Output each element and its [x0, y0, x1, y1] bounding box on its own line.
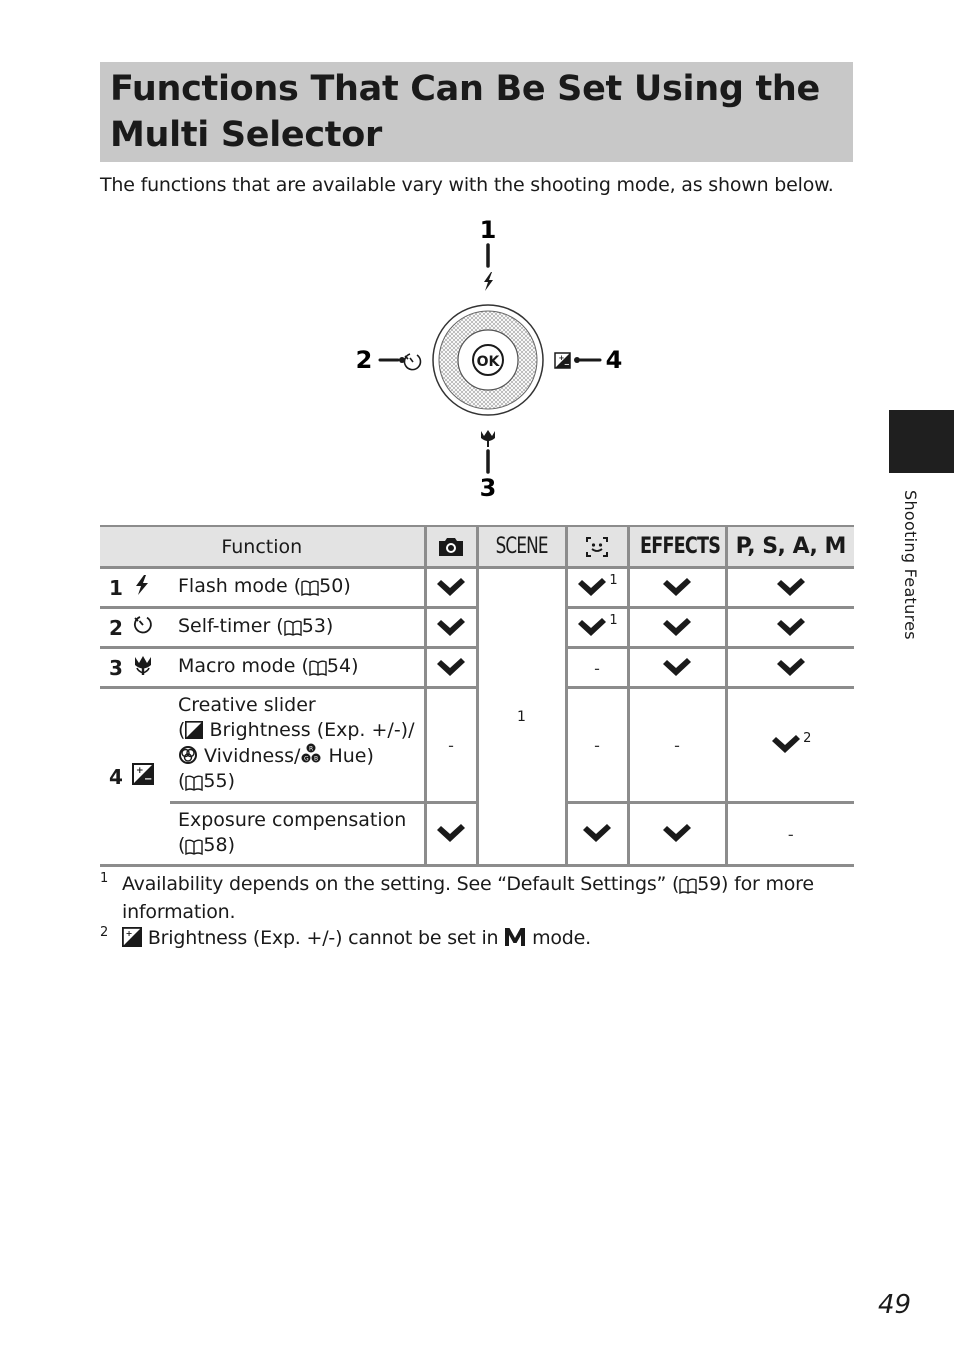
cell-smart-portrait [566, 803, 628, 866]
self-timer-icon [404, 354, 420, 370]
row-number: 1 [100, 568, 132, 608]
cell-psam [726, 568, 854, 608]
cell-smart-portrait: 1 [566, 608, 628, 648]
book-ref-icon [185, 772, 203, 797]
check-icon [775, 616, 807, 640]
multi-selector-diagram [340, 210, 640, 510]
svg-text:G: G [304, 755, 310, 763]
table-row [100, 648, 854, 688]
exposure-compensation-icon [132, 763, 154, 785]
vividness-icon [178, 745, 198, 765]
check-icon [775, 576, 807, 600]
svg-text:+: + [136, 766, 144, 776]
svg-text:R: R [309, 745, 314, 753]
macro-tulip-icon [132, 654, 154, 676]
check-icon [576, 616, 608, 640]
check-icon [661, 822, 693, 846]
svg-text:−: − [144, 774, 153, 785]
cell-smart-portrait: 1 [566, 568, 628, 608]
cell-scene-merged: 1 [477, 568, 566, 866]
ok-label: OK [476, 354, 500, 370]
check-icon [435, 656, 467, 680]
check-icon [435, 576, 467, 600]
cell-effects [628, 608, 726, 648]
check-icon [661, 656, 693, 680]
row-number: 3 [100, 648, 132, 688]
flash-icon [484, 272, 493, 291]
cell-effects [628, 803, 726, 866]
flash-icon [132, 574, 152, 596]
check-icon [435, 822, 467, 846]
row-label: Flash mode ( 50) [170, 568, 425, 608]
callout-2: 2 [355, 346, 373, 374]
row-icon [132, 648, 170, 688]
check-icon [581, 822, 613, 846]
table-row [100, 688, 854, 803]
book-ref-icon [309, 657, 327, 682]
cell-effects [628, 568, 726, 608]
svg-text:−: − [564, 360, 570, 369]
exposure-compensation-icon [185, 721, 203, 739]
row-number: 4 [100, 688, 132, 866]
macro-tulip-icon [481, 430, 495, 447]
book-ref-icon [284, 617, 302, 642]
page-number: 49 [878, 1290, 912, 1320]
book-ref-icon [185, 836, 203, 861]
self-timer-icon [132, 614, 154, 636]
header-function: Function [100, 526, 425, 568]
chapter-tab [889, 410, 954, 473]
cell-auto [425, 568, 477, 608]
cell-auto [425, 608, 477, 648]
row-label: Macro mode ( 54) [170, 648, 425, 688]
row-label: Exposure compensation ( 58) [170, 803, 425, 866]
svg-text:B: B [314, 755, 319, 763]
header-scene: SCENE [477, 526, 566, 568]
check-icon [661, 576, 693, 600]
header-auto [425, 526, 477, 568]
check-icon [770, 733, 802, 757]
check-icon [661, 616, 693, 640]
check-icon [576, 576, 608, 600]
table-row [100, 568, 854, 608]
header-psam: P, S, A, M [726, 526, 854, 568]
cell-auto [425, 648, 477, 688]
cell-psam [726, 648, 854, 688]
cell-psam: 2 [726, 688, 854, 803]
cell-auto: - [425, 688, 477, 803]
footnotes [100, 872, 860, 952]
svg-text:+: + [125, 928, 133, 939]
cell-effects: - [628, 688, 726, 803]
table-row [100, 803, 854, 866]
svg-text:+: + [558, 354, 565, 362]
callout-3: 3 [479, 474, 497, 502]
footnote-2: 2 + Brightness (Exp. +/-) cannot be set in mode. [100, 925, 591, 949]
book-ref-icon [679, 875, 697, 900]
footnote-1: 1 Availability depends on the setting. See “Default Settings” ( 59) for more information. [100, 871, 814, 923]
chapter-label: Shooting Features [901, 490, 920, 640]
callout-1: 1 [479, 216, 497, 244]
header-effects: EFFECTS [628, 526, 726, 568]
manual-mode-icon [504, 927, 526, 947]
cell-psam: - [726, 803, 854, 866]
callout-4: 4 [605, 346, 623, 374]
camera-icon [437, 536, 465, 558]
row-label: Self-timer ( 53) [170, 608, 425, 648]
cell-smart-portrait: - [566, 648, 628, 688]
cell-effects [628, 648, 726, 688]
page-title: Functions That Can Be Set Using the Multi Selector [110, 69, 820, 155]
exposure-compensation-icon [122, 927, 142, 947]
book-ref-icon [301, 577, 319, 602]
smile-face-icon [585, 536, 609, 558]
table-row [100, 608, 854, 648]
cell-smart-portrait: - [566, 688, 628, 803]
table-header-row [100, 526, 854, 568]
exposure-compensation-icon [555, 353, 570, 369]
check-icon [775, 656, 807, 680]
intro-text: The functions that are available vary with the shooting mode, as shown below. [100, 174, 834, 196]
row-icon [132, 568, 170, 608]
row-icon [132, 608, 170, 648]
cell-psam [726, 608, 854, 648]
header-smart-portrait [566, 526, 628, 568]
section-title-box [100, 62, 853, 162]
check-icon [435, 616, 467, 640]
row-label: Creative slider ( Brightness (Exp. +/-)/ Vividness/ R G B Hue) ( 55) [170, 688, 425, 803]
cell-auto [425, 803, 477, 866]
hue-rgb-icon [300, 743, 322, 765]
row-number: 2 [100, 608, 132, 648]
function-table [100, 525, 854, 867]
row-icon [132, 688, 170, 866]
